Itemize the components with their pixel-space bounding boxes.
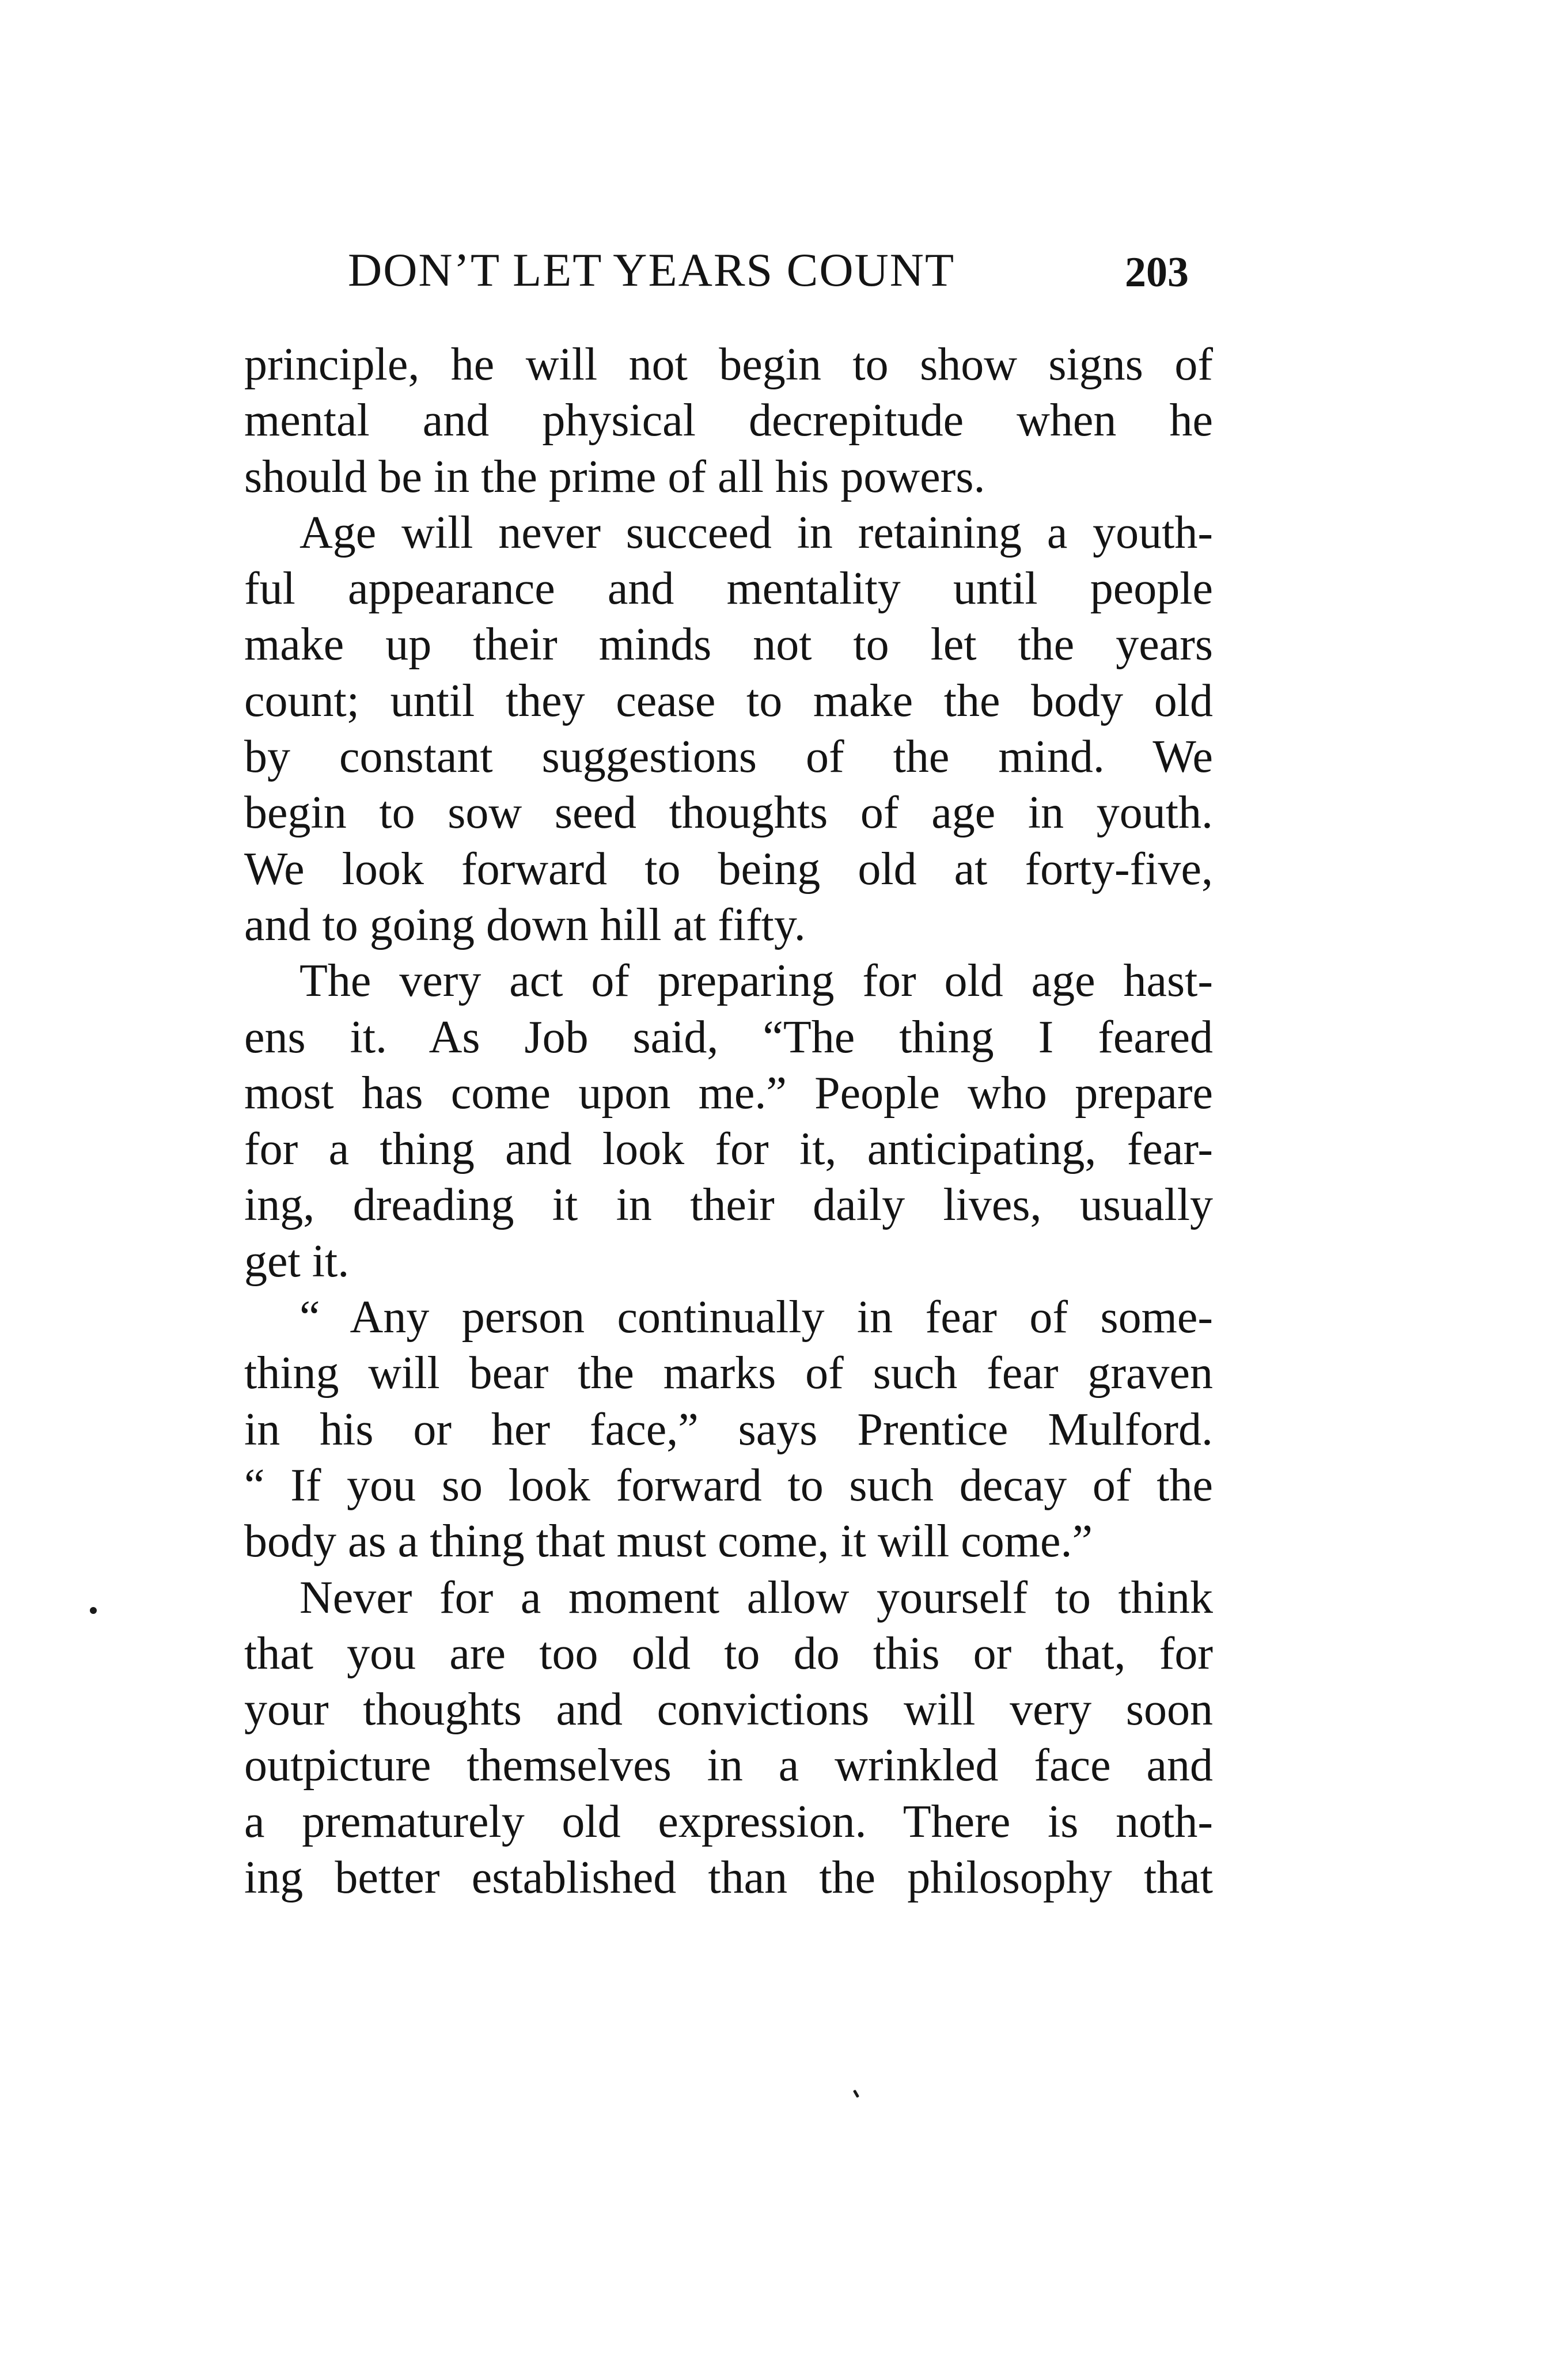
text-line: should be in the prime of all his powers.: [244, 451, 985, 502]
text-line: your thoughts and convictions will very soon: [244, 1684, 1213, 1735]
text-line: We look forward to being old at forty-five,: [244, 843, 1213, 895]
text-line: ful appearance and mentality until people: [244, 563, 1213, 615]
text-line: a prematurely old expression. There is noth-: [244, 1796, 1213, 1847]
text-line: thing will bear the marks of such fear graven: [244, 1348, 1213, 1399]
text-line: most has come upon me.” People who prepare: [244, 1067, 1213, 1119]
text-line: and to going down hill at fifty.: [244, 899, 806, 950]
text-line: “ Any person continually in fear of some-: [299, 1292, 1213, 1343]
body-text: [244, 337, 1213, 1906]
text-line: “ If you so look forward to such decay of the: [244, 1460, 1213, 1511]
text-line: for a thing and look for it, anticipating, fear-: [244, 1124, 1213, 1175]
page-number: 203: [1125, 249, 1189, 296]
text-line: outpicture themselves in a wrinkled face and: [244, 1740, 1213, 1791]
text-line: make up their minds not to let the years: [244, 619, 1213, 670]
text-line: in his or her face,” says Prentice Mulford.: [244, 1404, 1213, 1455]
text-line: body as a thing that must come, it will come.”: [244, 1516, 1093, 1567]
text-line: Never for a moment allow yourself to think: [299, 1572, 1213, 1623]
ink-speck: [853, 2090, 859, 2098]
page-header: [348, 238, 1189, 302]
ink-speck: [90, 1607, 97, 1614]
text-line: principle, he will not begin to show signs of: [244, 339, 1213, 390]
text-line: ing better established than the philosophy that: [244, 1852, 1213, 1904]
text-line: that you are too old to do this or that, for: [244, 1628, 1213, 1679]
text-line: by constant suggestions of the mind. We: [244, 732, 1213, 783]
text-line: Age will never succeed in retaining a youth-: [299, 507, 1213, 558]
text-line: The very act of preparing for old age hast-: [299, 956, 1213, 1007]
text-line: begin to sow seed thoughts of age in youth.: [244, 787, 1213, 839]
running-head: DON’T LET YEARS COUNT: [348, 244, 955, 296]
text-line: mental and physical decrepitude when he: [244, 395, 1213, 446]
text-line: ing, dreading it in their daily lives, usually: [244, 1180, 1213, 1231]
text-line: get it.: [244, 1236, 350, 1287]
text-line: count; until they cease to make the body old: [244, 675, 1213, 726]
text-line: ens it. As Job said, “The thing I feared: [244, 1011, 1213, 1063]
